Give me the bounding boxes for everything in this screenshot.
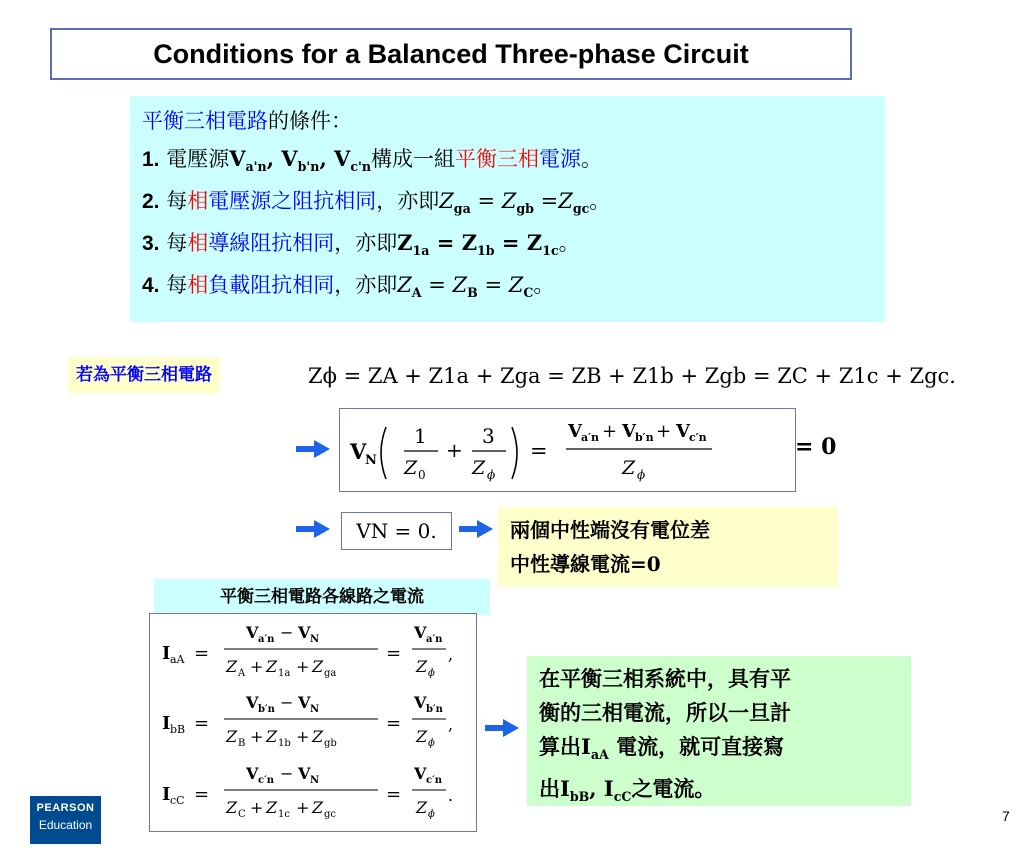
- svg-text:V: V: [246, 693, 259, 712]
- svg-text:V: V: [568, 421, 582, 442]
- svg-text:+: +: [250, 798, 264, 817]
- svg-text:gb: gb: [324, 738, 337, 749]
- svg-text:b′n: b′n: [635, 431, 654, 444]
- svg-text:I: I: [162, 784, 171, 805]
- condition-item-2: 2. 每相電壓源之阻抗相同，亦即$Z_{ga} = Z_{gb} =Z_{gc}$。: [142, 189, 611, 217]
- svg-text:V: V: [414, 623, 427, 642]
- svg-text:Z: Z: [312, 657, 324, 676]
- svg-text:3: 3: [482, 424, 495, 448]
- line-currents-equations: [149, 613, 477, 832]
- svg-text:N: N: [365, 453, 377, 468]
- svg-text:c′n: c′n: [258, 775, 274, 786]
- current-equation-b: [162, 693, 453, 749]
- condition-item-3: 3. 每相導線阻抗相同，亦即$Z_{1a} = Z_{1b} = Z_{1c}$。: [142, 230, 580, 259]
- svg-text:cC: cC: [170, 794, 185, 807]
- svg-text:ϕ: ϕ: [428, 668, 435, 679]
- summary-line-1: 在平衡三相系統中，具有平: [539, 666, 791, 691]
- svg-text:V: V: [246, 623, 259, 642]
- svg-text:ϕ: ϕ: [487, 468, 496, 482]
- svg-text:B: B: [238, 738, 246, 749]
- svg-text:=: =: [194, 643, 210, 664]
- right-arrow-icon: [459, 520, 493, 538]
- svg-text:V: V: [350, 439, 367, 464]
- page-number: 7: [1002, 808, 1010, 824]
- summary-line-4: 出$I_{bB}$, $I_{cC}$之電流。: [539, 776, 716, 805]
- svg-text:ga: ga: [324, 668, 337, 679]
- svg-text:Z: Z: [312, 727, 324, 746]
- svg-text:N: N: [310, 775, 320, 786]
- conditions-box: [130, 96, 885, 322]
- svg-text:gc: gc: [324, 809, 337, 820]
- slide-title-text: Conditions for a Balanced Three-phase Circuit: [153, 38, 749, 69]
- svg-text:Z: Z: [266, 727, 278, 746]
- svg-text:1a: 1a: [278, 668, 291, 679]
- svg-text:aA: aA: [170, 653, 185, 666]
- svg-text:+: +: [602, 421, 618, 442]
- svg-text:Z: Z: [472, 457, 486, 479]
- note-line-2: 中性導線電流=0: [510, 552, 661, 576]
- svg-text:Z: Z: [266, 798, 278, 817]
- svg-text:=: =: [386, 713, 402, 734]
- neutral-note-box: [498, 507, 838, 587]
- neutral-voltage-zero: VN = 0.: [341, 512, 452, 550]
- svg-text:V: V: [298, 693, 311, 712]
- svg-text:V: V: [414, 693, 427, 712]
- svg-text:=: =: [386, 643, 402, 664]
- svg-text:b′n: b′n: [426, 704, 443, 715]
- current-equation-a: [162, 623, 453, 679]
- svg-text:A: A: [238, 668, 246, 679]
- svg-text:ϕ: ϕ: [637, 468, 646, 482]
- svg-text:a′n: a′n: [581, 431, 600, 444]
- svg-text:ϕ: ϕ: [428, 738, 435, 749]
- svg-text:V: V: [298, 764, 311, 783]
- svg-text:+: +: [446, 438, 463, 462]
- equals-zero: = 0: [795, 434, 837, 460]
- svg-text:a′n: a′n: [258, 634, 275, 645]
- svg-text:b′n: b′n: [258, 704, 275, 715]
- svg-text:Z: Z: [416, 798, 428, 817]
- svg-text:Z: Z: [226, 727, 238, 746]
- svg-text:,: ,: [448, 645, 454, 664]
- svg-text:1: 1: [414, 424, 427, 448]
- line-currents-label: 平衡三相電路各線路之電流: [154, 579, 490, 615]
- svg-text:+: +: [296, 727, 310, 746]
- pearson-logo: PEARSON Education: [30, 796, 101, 844]
- zphi-equation: Zϕ = ZA + Z1a + Zga = ZB + Z1b + Zgb = ZC + Z1c + Zgc.: [308, 364, 956, 388]
- condition-item-1: 1. 電壓源$V_{a'n}$, $V_{b'n}$, $V_{c'n}$構成一組平衡三相電源。: [142, 146, 603, 175]
- svg-text:V: V: [298, 623, 311, 642]
- svg-text:−: −: [280, 693, 294, 712]
- svg-text:=: =: [194, 713, 210, 734]
- neutral-voltage-equation: [339, 408, 796, 492]
- svg-text:ϕ: ϕ: [428, 809, 435, 820]
- svg-text:−: −: [280, 623, 294, 642]
- right-arrow-icon: [485, 719, 519, 737]
- svg-text:+: +: [250, 657, 264, 676]
- svg-text:V: V: [676, 421, 690, 442]
- svg-text:−: −: [280, 764, 294, 783]
- svg-text:Z: Z: [622, 457, 636, 479]
- svg-text:Z: Z: [416, 727, 428, 746]
- svg-text:Z: Z: [404, 457, 418, 479]
- right-arrow-icon: [296, 520, 330, 538]
- condition-item-4: 4. 每相負載阻抗相同，亦即$Z_A = Z_B = Z_C$。: [142, 273, 555, 301]
- svg-text:1c: 1c: [278, 809, 290, 820]
- svg-text:V: V: [246, 764, 259, 783]
- svg-text:0: 0: [418, 468, 426, 482]
- balanced-circuit-label: 若為平衡三相電路: [68, 357, 220, 393]
- current-equation-c: [162, 764, 453, 820]
- summary-line-3: 算出$I_{aA}$ 電流，就可直接寫: [539, 734, 785, 763]
- note-line-1: 兩個中性端沒有電位差: [510, 518, 710, 542]
- summary-box: [527, 656, 911, 806]
- svg-text:1b: 1b: [278, 738, 291, 749]
- svg-text:+: +: [296, 657, 310, 676]
- svg-text:=: =: [194, 784, 210, 805]
- svg-text:,: ,: [448, 715, 454, 734]
- svg-text:V: V: [414, 764, 427, 783]
- svg-text:+: +: [250, 727, 264, 746]
- right-arrow-icon: [296, 440, 330, 458]
- svg-text:c′n: c′n: [426, 775, 442, 786]
- svg-text:a′n: a′n: [426, 634, 443, 645]
- svg-text:Z: Z: [416, 657, 428, 676]
- svg-text:Z: Z: [266, 657, 278, 676]
- summary-line-2: 衡的三相電流，所以一旦計: [539, 700, 791, 725]
- svg-text:.: .: [448, 786, 454, 805]
- svg-text:V: V: [622, 421, 636, 442]
- slide-title: [50, 28, 852, 80]
- svg-text:Z: Z: [226, 798, 238, 817]
- svg-text:=: =: [386, 784, 402, 805]
- svg-text:Z: Z: [226, 657, 238, 676]
- conditions-heading: 平衡三相電路的條件：: [142, 109, 352, 133]
- svg-text:I: I: [162, 713, 171, 734]
- svg-text:N: N: [310, 704, 320, 715]
- svg-text:Z: Z: [312, 798, 324, 817]
- svg-text:+: +: [656, 421, 672, 442]
- svg-text:bB: bB: [170, 723, 186, 736]
- svg-text:+: +: [296, 798, 310, 817]
- svg-text:c′n: c′n: [689, 431, 707, 444]
- svg-text:C: C: [238, 809, 246, 820]
- svg-text:I: I: [162, 643, 171, 664]
- svg-text:N: N: [310, 634, 320, 645]
- svg-text:=: =: [530, 439, 548, 463]
